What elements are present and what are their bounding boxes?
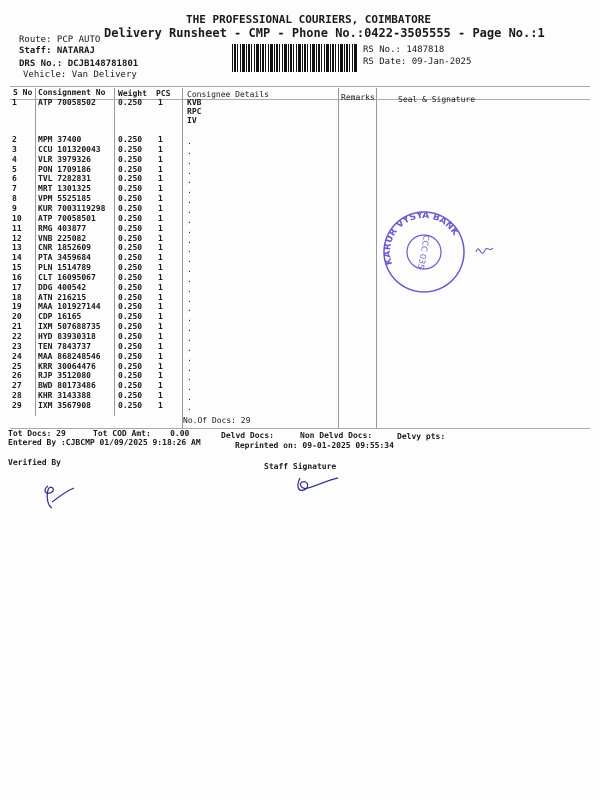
consignment-number: RJP 3512080 — [38, 371, 91, 381]
table-row — [0, 352, 200, 362]
table-row — [0, 293, 200, 303]
table-row — [0, 214, 200, 224]
header-weight: Weight — [118, 89, 147, 98]
weight: 0.250 — [118, 144, 143, 154]
consignment-number: VPM 5525185 — [38, 194, 91, 204]
consignee-details: . — [187, 205, 192, 215]
table-row — [0, 273, 200, 283]
weight: 0.250 — [118, 194, 143, 204]
table-row — [0, 253, 200, 263]
pieces: 1 — [158, 341, 163, 351]
consignment-number: MRT 1301325 — [38, 184, 91, 194]
header-sno: S No — [13, 88, 33, 97]
weight: 0.250 — [118, 272, 143, 282]
weight: 0.250 — [118, 282, 143, 292]
consignment-number: KHR 3143388 — [38, 391, 91, 401]
weight: 0.250 — [118, 243, 143, 253]
pieces: 1 — [158, 292, 163, 302]
consignee-details: . — [187, 304, 192, 314]
serial-number: 25 — [12, 361, 22, 371]
weight: 0.250 — [118, 233, 143, 243]
weight: 0.250 — [118, 203, 143, 213]
serial-number: 1 — [12, 98, 17, 107]
serial-number: 12 — [12, 233, 22, 243]
weight: 0.250 — [118, 400, 143, 410]
table-row — [0, 312, 200, 322]
column-divider — [338, 88, 339, 428]
pieces: 1 — [158, 302, 163, 312]
pieces: 1 — [158, 135, 163, 144]
weight: 0.250 — [118, 322, 143, 332]
table-row — [0, 165, 200, 175]
pieces: 1 — [158, 184, 163, 194]
weight: 0.250 — [118, 332, 143, 341]
consignment-number: MAA 101927144 — [38, 302, 101, 312]
bank-stamp — [368, 208, 494, 298]
consignment-number: IXM 3567908 — [38, 400, 91, 410]
pieces: 1 — [158, 400, 163, 410]
reprinted-on: Reprinted on: 09-01-2025 09:55:34 — [235, 441, 394, 450]
weight: 0.250 — [118, 381, 143, 391]
verifier-signature — [38, 482, 78, 514]
stamp-text: KARUR VYSYA BANK — [382, 210, 460, 267]
staff: Staff: NATARAJ — [19, 46, 95, 56]
weight: 0.250 — [118, 361, 143, 371]
table-row — [0, 283, 200, 293]
rs-number: RS No.: 1487818 — [363, 45, 445, 55]
header-pcs: PCS — [156, 89, 171, 98]
table-row — [0, 401, 200, 411]
table-row — [0, 184, 200, 194]
drs-number: DRS No.: DCJB148781801 — [19, 59, 139, 69]
no-of-docs: No.Of Docs: 29 — [183, 416, 251, 425]
consignment-number: KRR 30064476 — [38, 361, 96, 371]
verified-by-label: Verified By — [8, 458, 61, 467]
table-row — [0, 263, 200, 273]
serial-number: 21 — [12, 322, 22, 332]
consignment-number: CCU 101320043 — [38, 144, 101, 154]
serial-number: 3 — [12, 144, 17, 154]
serial-number: 27 — [12, 381, 22, 391]
table-row — [0, 302, 200, 312]
consignee-details: . — [187, 294, 192, 304]
serial-number: 14 — [12, 253, 22, 263]
entered-by: Entered By :CJBCMP 01/09/2025 9:18:26 AM — [8, 438, 201, 447]
pieces: 1 — [158, 243, 163, 253]
weight: 0.250 — [118, 391, 143, 401]
weight: 0.250 — [118, 302, 143, 312]
rs-date: RS Date: 09-Jan-2025 — [363, 57, 472, 67]
pieces: 1 — [158, 272, 163, 282]
staff-signature-label: Staff Signature — [264, 462, 337, 471]
table-row — [0, 243, 200, 253]
pieces: 1 — [158, 322, 163, 332]
consignee-details: . — [187, 156, 192, 166]
stamp-signature — [476, 248, 493, 253]
serial-number: 22 — [12, 332, 22, 341]
barcode — [232, 44, 357, 72]
serial-number: 16 — [12, 272, 22, 282]
pieces: 1 — [158, 263, 163, 273]
table-row — [0, 391, 200, 401]
consignment-number: DDG 400542 — [38, 282, 87, 292]
consignee-details: . — [187, 215, 192, 225]
serial-number: 9 — [12, 203, 17, 213]
table-row — [0, 381, 200, 391]
serial-number: 18 — [12, 292, 22, 302]
consignee-details: . — [187, 363, 192, 373]
pieces: 1 — [158, 282, 163, 292]
consignment-number: CDP 16165 — [38, 312, 82, 322]
serial-number: 19 — [12, 302, 22, 312]
table-top-border — [10, 86, 590, 87]
table-row — [0, 342, 200, 352]
total-cod-amount: Tot COD Amt: 0.00 — [93, 429, 190, 438]
table-row — [0, 204, 200, 214]
consignment-number: BWD 80173486 — [38, 381, 96, 391]
consignee-details: . — [187, 176, 192, 186]
stamp-center: CCC 035 — [416, 234, 431, 270]
weight: 0.250 — [118, 184, 143, 194]
pieces: 1 — [158, 351, 163, 361]
pieces: 1 — [158, 361, 163, 371]
serial-number: 6 — [12, 174, 17, 184]
pieces: 1 — [158, 154, 163, 164]
total-docs: Tot Docs: 29 — [8, 429, 66, 438]
consignment-number: PTA 3459684 — [38, 253, 91, 263]
staff-signature — [292, 472, 342, 498]
header-remarks: Remarks — [341, 93, 375, 102]
pieces: 1 — [158, 381, 163, 391]
consignment-number: RMG 403877 — [38, 223, 87, 233]
pieces: 1 — [158, 332, 163, 341]
table-row — [0, 371, 200, 381]
weight: 0.250 — [118, 174, 143, 184]
pieces: 1 — [158, 174, 163, 184]
company-name: THE PROFESSIONAL COURIERS, COIMBATORE — [186, 13, 432, 26]
weight: 0.250 — [118, 312, 143, 322]
serial-number: 7 — [12, 184, 17, 194]
consignee-details: . — [187, 343, 192, 353]
consignment-number: ATN 216215 — [38, 292, 87, 302]
consignee-details: . — [187, 137, 192, 146]
serial-number: 26 — [12, 371, 22, 381]
consignment-number: MPM 37400 — [38, 135, 82, 144]
consignment-number: ATP 70058502 — [38, 98, 96, 107]
serial-number: 11 — [12, 223, 22, 233]
consignee-details: . — [187, 245, 192, 255]
delivered-docs: Delvd Docs: — [221, 431, 274, 440]
weight: 0.250 — [118, 164, 143, 174]
weight: 0.250 — [118, 371, 143, 381]
table-row — [0, 98, 202, 125]
header-consignee: Consignee Details — [187, 90, 269, 99]
serial-number: 15 — [12, 263, 22, 273]
weight: 0.250 — [118, 263, 143, 273]
pieces: 1 — [158, 223, 163, 233]
table-row — [0, 224, 200, 234]
vehicle: Vehicle: Van Delivery — [23, 70, 137, 80]
serial-number: 5 — [12, 164, 17, 174]
consignment-number: CLT 16095067 — [38, 272, 96, 282]
header-seal-signature: Seal & Signature — [398, 95, 476, 104]
serial-number: 10 — [12, 213, 22, 223]
consignee-details: . — [187, 225, 192, 235]
consignment-number: IXM 507688735 — [38, 322, 101, 332]
weight: 0.250 — [118, 292, 143, 302]
weight: 0.250 — [118, 213, 143, 223]
consignee-details: . — [187, 353, 192, 363]
pieces: 1 — [158, 98, 163, 107]
consignment-number: TEN 7843737 — [38, 341, 91, 351]
pieces: 1 — [158, 164, 163, 174]
consignment-number: MAA 868248546 — [38, 351, 101, 361]
consignee-details: . — [187, 383, 192, 393]
route: Route: PCP AUTO — [19, 35, 101, 45]
consignee-details: . — [187, 393, 192, 403]
consignment-number: KUR 7003119298 — [38, 203, 106, 213]
serial-number: 8 — [12, 194, 17, 204]
non-delivered-docs: Non Delvd Docs: — [300, 431, 373, 440]
serial-number: 23 — [12, 341, 22, 351]
consignee-details: . — [187, 284, 192, 294]
consignment-number: ATP 70058501 — [38, 213, 96, 223]
table-row — [0, 135, 200, 145]
consignee-details: . — [187, 402, 192, 412]
serial-number: 13 — [12, 243, 22, 253]
serial-number: 24 — [12, 351, 22, 361]
pieces: 1 — [158, 312, 163, 322]
consignee-details: . — [187, 186, 192, 196]
consignee-details: . — [187, 274, 192, 284]
weight: 0.250 — [118, 98, 143, 107]
consignee-details: . — [187, 314, 192, 324]
serial-number: 17 — [12, 282, 22, 292]
pieces: 1 — [158, 391, 163, 401]
consignment-number: VNB 225082 — [38, 233, 87, 243]
weight: 0.250 — [118, 341, 143, 351]
table-row — [0, 155, 200, 165]
consignee-details: . — [187, 324, 192, 334]
table-row — [0, 145, 200, 155]
pieces: 1 — [158, 203, 163, 213]
consignee-details: . — [187, 146, 192, 156]
table-row — [0, 332, 200, 342]
consignee-details: . — [187, 196, 192, 206]
weight: 0.250 — [118, 351, 143, 361]
consignee-details: . — [187, 235, 192, 245]
weight: 0.250 — [118, 253, 143, 263]
serial-number: 2 — [12, 135, 17, 144]
table-row — [0, 322, 200, 332]
consignment-number: PON 1709186 — [38, 164, 91, 174]
consignee-details: . — [187, 255, 192, 265]
weight: 0.250 — [118, 223, 143, 233]
consignment-number: CNR 1852609 — [38, 243, 91, 253]
runsheet-title: Delivery Runsheet - CMP - Phone No.:0422-3505555 - Page No.:1 — [104, 26, 545, 40]
consignee-details: . — [187, 166, 192, 176]
pieces: 1 — [158, 144, 163, 154]
table-row — [0, 194, 200, 204]
table-row — [0, 174, 200, 184]
delivery-points: Delvy pts: — [397, 432, 446, 441]
pieces: 1 — [158, 213, 163, 223]
pieces: 1 — [158, 253, 163, 263]
pieces: 1 — [158, 233, 163, 243]
consignment-number: HYD 83930318 — [38, 332, 96, 341]
weight: 0.250 — [118, 154, 143, 164]
table-row — [0, 234, 200, 244]
pieces: 1 — [158, 194, 163, 204]
serial-number: 28 — [12, 391, 22, 401]
pieces: 1 — [158, 371, 163, 381]
table-row — [0, 362, 200, 372]
consignee-details: . — [187, 334, 192, 343]
consignment-number: TVL 7282831 — [38, 174, 91, 184]
consignee-details: . — [187, 265, 192, 275]
serial-number: 29 — [12, 400, 22, 410]
weight: 0.250 — [118, 135, 143, 144]
serial-number: 4 — [12, 154, 17, 164]
consignment-number: VLR 3979326 — [38, 154, 91, 164]
consignee-details: KVB RPC IV — [187, 98, 202, 125]
serial-number: 20 — [12, 312, 22, 322]
header-consignment: Consignment No — [38, 88, 106, 97]
consignee-details: . — [187, 373, 192, 383]
consignment-number: PLN 1514789 — [38, 263, 91, 273]
